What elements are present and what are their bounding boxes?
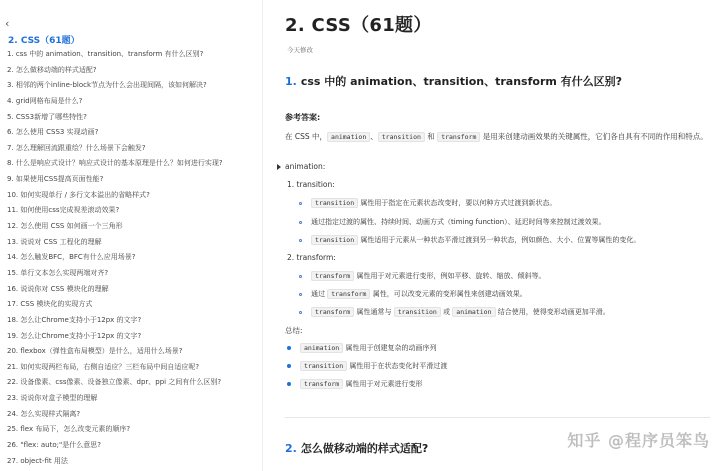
- question-title: 怎么做移动端的样式适配?: [300, 442, 429, 455]
- list-item: [299, 235, 640, 245]
- inline-code: transition: [394, 307, 441, 317]
- collapse-icon[interactable]: ‹: [5, 17, 10, 30]
- summary-text: 属性用于创建复杂的动画序列: [343, 344, 437, 352]
- list-item: [299, 307, 610, 317]
- inline-code: animation: [327, 132, 370, 142]
- sidebar-item[interactable]: 11. 如何使用css完成视差滚动效果?: [7, 206, 120, 215]
- sidebar-list: [7, 47, 257, 469]
- sidebar-item[interactable]: 16. 说说你对 CSS 模块化的理解: [7, 284, 109, 293]
- bullet-icon: [299, 221, 302, 224]
- sidebar-item[interactable]: 8. 什么是响应式设计？响应式设计的基本原理是什么？如何进行实现?: [7, 159, 223, 168]
- sidebar-item[interactable]: 22. 设备像素、css像素、设备独立像素、dpr、ppi 之间有什么区别?: [7, 378, 222, 387]
- sidebar-item[interactable]: 14. 怎么触发BFC，BFC有什么应用场景?: [7, 253, 136, 262]
- inline-code: transition: [311, 235, 358, 245]
- sidebar-item[interactable]: 4. grid网格布局是什么?: [7, 96, 83, 105]
- summary-item: [287, 343, 436, 353]
- inline-code: transition: [378, 132, 425, 142]
- intro-text: 和: [424, 132, 438, 141]
- sidebar-item[interactable]: 26. "flex: auto;"是什么意思?: [7, 441, 101, 450]
- question-number: 1.: [285, 75, 297, 88]
- list-item: [299, 198, 556, 208]
- sidebar-item[interactable]: 3. 相邻的两个inline-block节点为什么会出现间隔，该如何解决?: [7, 81, 207, 90]
- sidebar-item[interactable]: 12. 怎么使用 CSS 如何画一个三角形: [7, 222, 123, 231]
- sidebar-item[interactable]: 18. 怎么让Chrome支持小于12px 的文字?: [7, 315, 142, 324]
- section-divider: [285, 417, 710, 418]
- intro-text: 、: [370, 132, 378, 141]
- bullet-icon: [287, 346, 291, 350]
- sidebar-item[interactable]: 20. flexbox（弹性盒布局模型）是什么，适用什么场景?: [7, 347, 183, 356]
- animation-label: animation:: [285, 162, 326, 171]
- summary-text: 属性用于对元素进行变形: [343, 380, 423, 388]
- question-heading-2: [285, 440, 428, 456]
- bullet-icon: [299, 311, 302, 314]
- bullet-icon: [299, 239, 302, 242]
- summary-label: 总结:: [285, 326, 303, 335]
- intro-text: 在 CSS 中，: [285, 132, 328, 141]
- list-item: [299, 289, 527, 299]
- bullet-icon: [287, 364, 291, 368]
- summary-item: [287, 361, 447, 371]
- intro-paragraph: [285, 129, 715, 145]
- inline-code: transform: [327, 289, 370, 299]
- sidebar-item[interactable]: 24. 怎么实现样式隔离?: [7, 409, 81, 418]
- modified-status: 今天修改: [287, 46, 313, 54]
- question-number: 2.: [285, 442, 297, 455]
- list-item-text: 或: [440, 308, 453, 316]
- list-heading-transition: 1. transition:: [287, 180, 335, 189]
- summary-item: [287, 379, 422, 389]
- sidebar-item[interactable]: 9. 如果使用CSS提高页面性能?: [7, 175, 104, 184]
- sidebar-item[interactable]: 2. 怎么做移动端的样式适配?: [7, 65, 97, 74]
- sidebar-item[interactable]: 6. 怎么使用 CSS3 实现动画?: [7, 128, 99, 137]
- bullet-icon: [299, 293, 302, 296]
- list-item: [299, 217, 606, 227]
- sidebar-item[interactable]: 21. 如何实现两栏布局，右侧自适应？三栏布局中间自适应呢?: [7, 362, 200, 371]
- sidebar-item[interactable]: 7. 怎么理解回流跟重绘？什么场景下会触发?: [7, 143, 146, 152]
- bullet-icon: [299, 202, 302, 205]
- inline-code: transition: [300, 361, 347, 371]
- sidebar-item[interactable]: 1. css 中的 animation、transition、transform 有什么区别?: [7, 50, 204, 58]
- watermark: 知乎 @程序员笨鸟: [567, 431, 710, 450]
- inline-code: transform: [300, 379, 343, 389]
- inline-code: transform: [437, 132, 480, 142]
- question-title: css 中的 animation、transition、transform 有什么区别?: [300, 75, 623, 88]
- caret-right-icon: [277, 164, 281, 170]
- sidebar-divider: [262, 0, 263, 471]
- list-item-text: 属性通常与: [354, 308, 394, 316]
- main-content: [272, 0, 720, 471]
- sidebar-item[interactable]: 5. CSS3新增了哪些特性?: [7, 112, 87, 121]
- list-item-text: 结合使用，使得变形动画更加平滑。: [495, 308, 610, 316]
- sidebar-item[interactable]: 19. 怎么让Chrome支持小于12px 的文字?: [7, 331, 142, 340]
- reference-answer-label: 参考答案:: [285, 113, 321, 122]
- sidebar-item[interactable]: 23. 说说你对盒子模型的理解: [7, 394, 98, 403]
- animation-toggle[interactable]: [277, 162, 325, 171]
- list-item: [299, 271, 545, 281]
- inline-code: transform: [311, 271, 354, 281]
- list-heading-transform: 2. transform:: [287, 253, 336, 262]
- sidebar-item[interactable]: 25. flex 布局下，怎么改变元素的顺序?: [7, 425, 131, 434]
- bullet-icon: [299, 275, 302, 278]
- bullet-icon: [287, 382, 291, 386]
- sidebar-item[interactable]: 27. object-fit 用法: [7, 456, 68, 465]
- inline-code: animation: [452, 307, 495, 317]
- inline-code: transform: [311, 307, 354, 317]
- sidebar-item[interactable]: 13. 说说对 CSS 工程化的理解: [7, 237, 102, 246]
- sidebar-item[interactable]: 15. 单行文本怎么实现两端对齐?: [7, 268, 109, 277]
- page-title: 2. CSS（61题）: [285, 15, 432, 36]
- sidebar-toc: [0, 0, 260, 471]
- list-item-text: 属性适用于元素从一种状态平滑过渡到另一种状态，例如颜色、大小、位置等属性的变化。: [358, 236, 641, 244]
- list-item-text: 属性，可以改变元素的变形属性来创建动画效果。: [370, 290, 527, 298]
- sidebar-section-title[interactable]: 2. CSS（61题）: [8, 36, 80, 46]
- list-item-text: 属性用于指定在元素状态改变时，要以何种方式过渡到新状态。: [358, 199, 557, 207]
- summary-text: 属性用于在状态变化时平滑过渡: [347, 362, 448, 370]
- list-item-text: 通过: [311, 290, 328, 298]
- sidebar-item[interactable]: 10. 如何实现单行 / 多行文本溢出的省略样式?: [7, 190, 150, 199]
- intro-text: 是用来创建动画效果的关键属性，它们各自具有不同的作用和特点。: [480, 132, 708, 141]
- list-item-text: 属性用于对元素进行变形，例如平移、旋转、缩放、倾斜等。: [354, 272, 546, 280]
- inline-code: transition: [311, 198, 358, 208]
- sidebar-item[interactable]: 17. CSS 模块化的实现方式: [7, 300, 93, 309]
- question-heading-1: [285, 73, 622, 89]
- list-item-text: 通过指定过渡的属性、持续时间、动画方式（timing function）、延迟时间等来控制过渡效果。: [311, 218, 606, 226]
- inline-code: animation: [300, 343, 343, 353]
